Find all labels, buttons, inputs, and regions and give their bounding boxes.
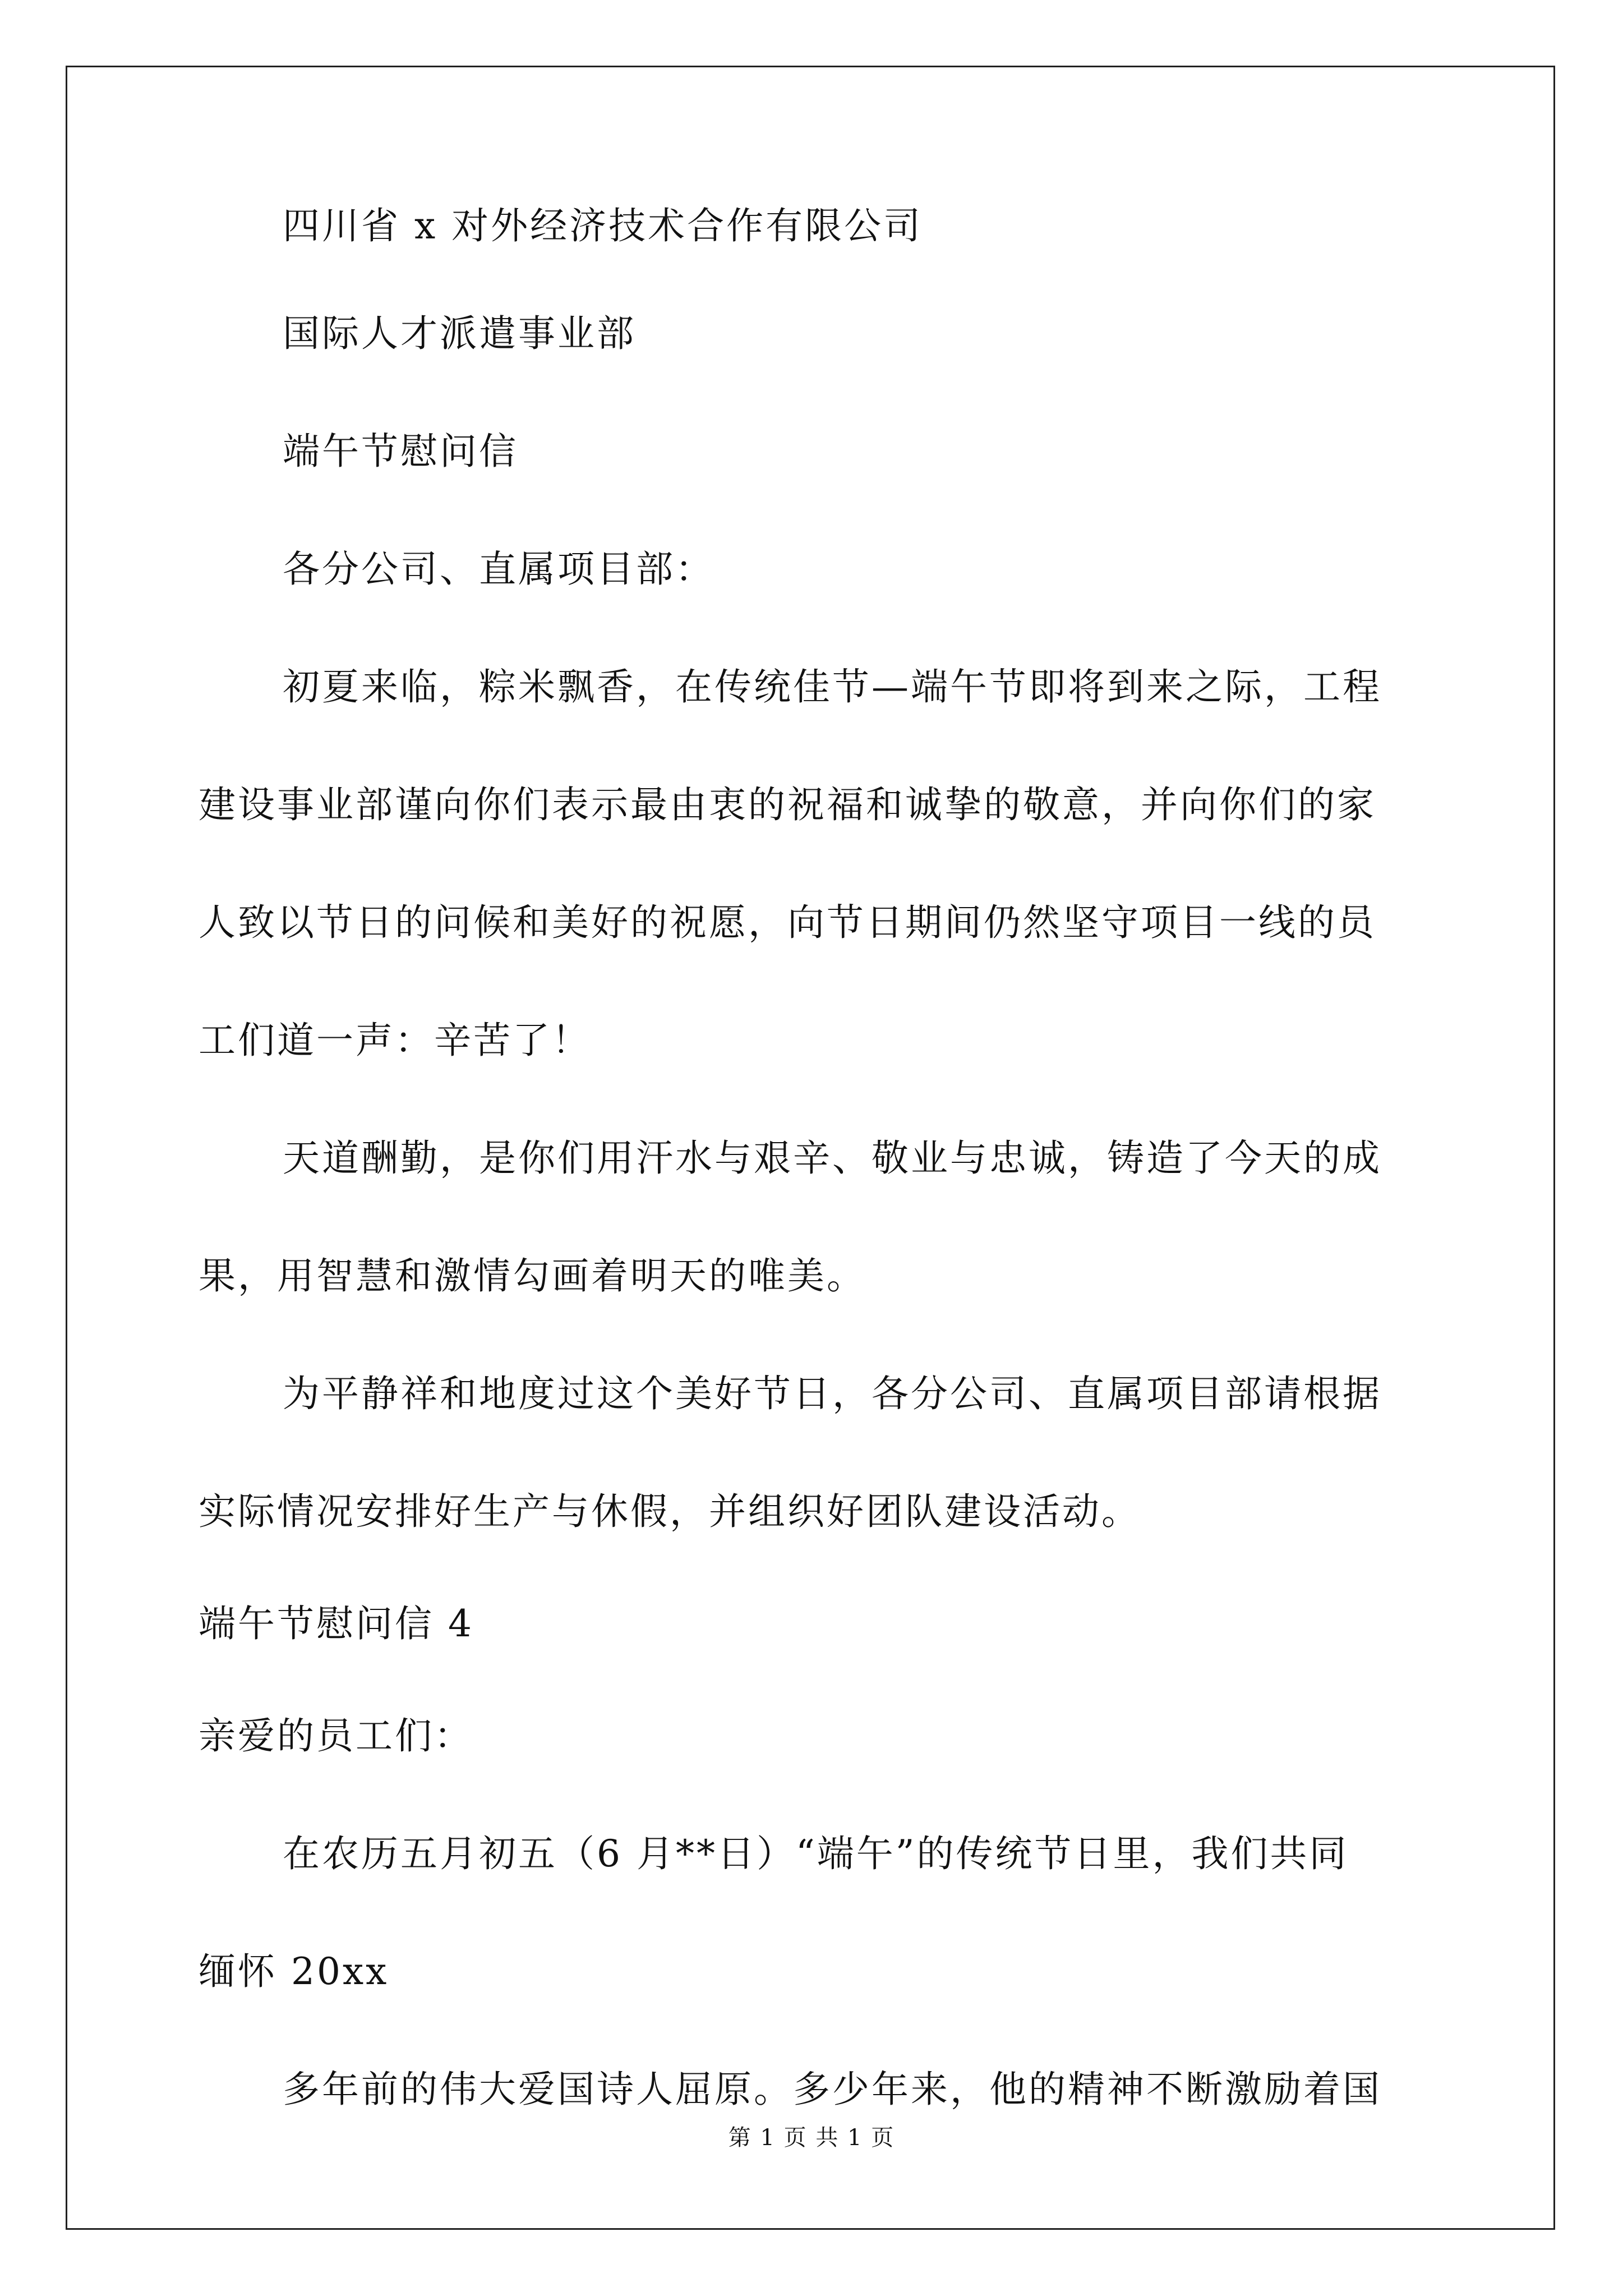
paragraph-line: 初夏来临，粽米飘香，在传统佳节—端午节即将到来之际，工程 xyxy=(283,665,1382,708)
salutation: 亲爱的员工们： xyxy=(199,1714,473,1757)
paragraph-line: 建设事业部谨向你们表示最由衷的祝福和诚挚的敬意，并向你们的家 xyxy=(199,783,1376,826)
company-name: 四川省 x 对外经济技术合作有限公司 xyxy=(283,204,923,247)
paragraph-line: 为平静祥和地度过这个美好节日，各分公司、直属项目部请根据 xyxy=(283,1372,1382,1415)
salutation: 各分公司、直属项目部： xyxy=(283,547,714,591)
paragraph-line: 人致以节日的问候和美好的祝愿，向节日期间仍然坚守项目一线的员 xyxy=(199,901,1376,944)
department-name: 国际人才派遣事业部 xyxy=(283,312,636,355)
section-heading: 端午节慰问信 4 xyxy=(199,1602,474,1645)
paragraph-line: 实际情况安排好生产与休假，并组织好团队建设活动。 xyxy=(199,1490,1141,1533)
paragraph-line: 缅怀 20xx xyxy=(199,1950,389,1993)
paragraph-line: 工们道一声：辛苦了！ xyxy=(199,1019,591,1062)
paragraph-line: 在农历五月初五（6 月**日）“端午”的传统节日里，我们共同 xyxy=(283,1832,1349,1875)
paragraph-line: 天道酬勤，是你们用汗水与艰辛、敬业与忠诚，铸造了今天的成 xyxy=(283,1137,1382,1180)
page-number: 第 1 页 共 1 页 xyxy=(728,2125,895,2151)
paragraph-line: 多年前的伟大爱国诗人屈原。多少年来，他的精神不断激励着国 xyxy=(283,2068,1382,2111)
letter-title: 端午节慰问信 xyxy=(283,430,518,473)
paragraph-line: 果，用智慧和激情勾画着明天的唯美。 xyxy=(199,1254,866,1297)
